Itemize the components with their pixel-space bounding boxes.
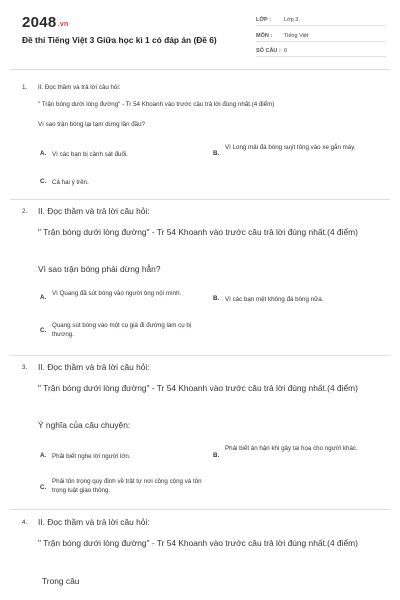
option-letter: B. (213, 452, 220, 459)
option-text: Vì các bạn bị cảnh sát đuổi. (52, 151, 129, 158)
option-a[interactable] (40, 150, 205, 159)
option-text: Quang sút bóng vào một cụ già đi đường làm cụ bị thương. (52, 322, 192, 339)
question-passage: " Trận bóng dưới lòng đường" - Tr 54 Khoanh vào trước câu trả lời đúng nhất.(4 điểm) (38, 538, 358, 548)
question-number: 3. (22, 364, 28, 371)
exam-title: Đề thi Tiếng Việt 3 Giữa học kì 1 có đáp án (Đề 6) (22, 35, 217, 45)
meta-value: Tiếng Việt (284, 32, 309, 39)
option-text: Cả hai ý trên. (52, 179, 89, 186)
meta-value: Lớp 3 (284, 16, 299, 23)
option-c[interactable] (40, 178, 205, 187)
option-letter: A. (40, 150, 47, 157)
option-text: Vì các bạn mệt không đá bóng nữa. (225, 296, 324, 303)
question-number: 2. (22, 208, 28, 215)
question-heading: II. Đọc thầm và trả lời câu hỏi: (38, 362, 150, 372)
option-text: Vì Long mải đá bóng suýt tông vào xe gắn máy. (225, 144, 356, 151)
question-passage: " Trận bóng dưới lòng đường" - Tr 54 Khoanh vào trước câu trả lời đúng nhất.(4 điểm) (38, 101, 275, 108)
meta-row-count (256, 45, 386, 57)
option-c[interactable] (40, 321, 210, 340)
option-c[interactable] (40, 477, 220, 496)
question-heading: II. Đọc thầm và trả lời câu hỏi: (38, 517, 150, 527)
question-number: 1. (22, 84, 28, 91)
page-header (0, 0, 400, 68)
option-text: Phải biết ân hận khi gây tai họa cho người khác. (225, 445, 358, 452)
option-letter: C. (40, 484, 47, 491)
logo-suffix: .vn (57, 21, 69, 28)
question-heading: II. Đọc thầm và trả lời câu hỏi: (38, 84, 121, 91)
question-ask: Vì sao trận bóng lại tạm dừng lần đầu? (38, 121, 145, 128)
option-letter: B. (213, 150, 220, 157)
question-passage: " Trận bóng dưới lòng đường" - Tr 54 Khoanh vào trước câu trả lời đúng nhất.(4 điểm) (38, 383, 358, 393)
option-letter: C. (40, 178, 47, 185)
option-text: Vì Quang đã sút bóng vào người ông nội mình. (52, 290, 182, 297)
site-logo[interactable] (22, 14, 69, 31)
question-separator (10, 509, 390, 510)
option-letter: A. (40, 294, 47, 301)
meta-key: LỚP : (256, 16, 271, 23)
header-divider (10, 69, 390, 70)
meta-row-subject (256, 30, 386, 42)
question-heading: II. Đọc thầm và trả lời câu hỏi: (38, 206, 150, 216)
option-letter: B. (213, 295, 220, 302)
logo-text: 2048 (22, 14, 57, 31)
option-b[interactable] (213, 444, 381, 459)
option-letter: C. (40, 327, 47, 334)
question-number: 4. (22, 519, 28, 526)
option-a[interactable] (40, 452, 205, 461)
question-separator (10, 199, 390, 200)
option-b[interactable] (213, 295, 378, 304)
option-text: Phải tôn trọng quy định về trật tự nơi công cộng và tôn trọng luật giao thông. (52, 478, 202, 495)
question-ask: Ý nghĩa của câu chuyện: (38, 420, 131, 430)
meta-key: SỐ CÂU : (256, 47, 281, 54)
meta-row-class (256, 14, 386, 26)
question-separator (10, 355, 390, 356)
question-ask: Vì sao trận bóng phải dừng hẳn? (38, 264, 161, 274)
question-passage: " Trận bóng dưới lòng đường" - Tr 54 Khoanh vào trước câu trả lời đúng nhất.(4 điểm) (38, 227, 358, 237)
meta-value: 6 (284, 47, 288, 54)
option-text: Phải biết nghe lời người lớn. (52, 453, 131, 460)
option-a[interactable] (40, 289, 205, 301)
option-letter: A. (40, 452, 47, 459)
question-ask: Trong câu (42, 576, 80, 586)
option-b[interactable] (213, 143, 378, 157)
meta-key: MÔN : (256, 32, 273, 39)
